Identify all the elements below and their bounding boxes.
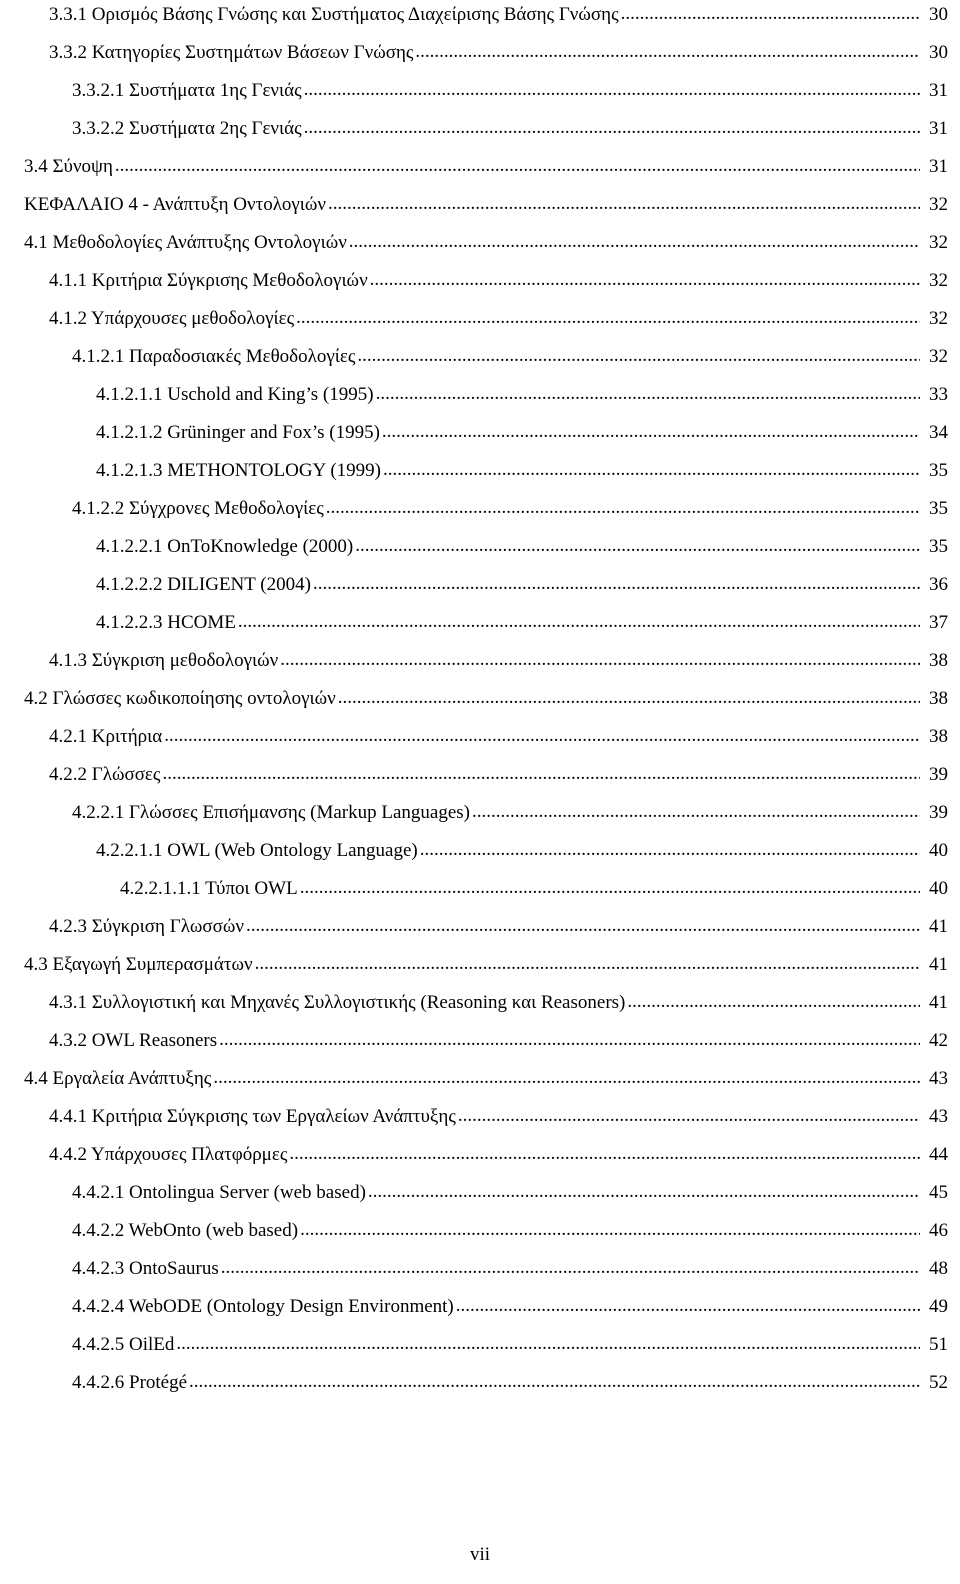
toc-entry-title: 3.4 Σύνοψη xyxy=(24,156,113,177)
toc-entry[interactable] xyxy=(24,912,948,950)
toc-leader-dots xyxy=(326,493,920,523)
toc-entry-page: 43 xyxy=(929,1068,948,1089)
toc-leader-dots xyxy=(300,1215,920,1245)
toc-entry-title: 3.3.1 Ορισμός Βάσης Γνώσης και Συστήματος Διαχείρισης Βάσης Γνώσης xyxy=(49,4,619,25)
toc-entry-title: 4.1.1 Κριτήρια Σύγκρισης Μεθοδολογιών xyxy=(49,270,368,291)
toc-entry[interactable] xyxy=(24,1216,948,1254)
toc-leader-dots xyxy=(189,1367,920,1397)
toc-entry-page: 33 xyxy=(929,384,948,405)
toc-leader-dots xyxy=(456,1291,920,1321)
toc-entry[interactable] xyxy=(24,418,948,456)
toc-entry[interactable] xyxy=(24,874,948,912)
toc-entry-title: 4.1.2.1.2 Grüninger and Fox’s (1995) xyxy=(96,422,380,443)
toc-entry-page: 39 xyxy=(929,764,948,785)
toc-entry-page: 42 xyxy=(929,1030,948,1051)
toc-entry-page: 38 xyxy=(929,650,948,671)
toc-entry-title: 4.4.2 Υπάρχουσες Πλατφόρμες xyxy=(49,1144,288,1165)
toc-entry-page: 45 xyxy=(929,1182,948,1203)
toc-entry-page: 35 xyxy=(929,536,948,557)
toc-entry-page: 38 xyxy=(929,726,948,747)
toc-entry[interactable] xyxy=(24,1254,948,1292)
toc-entry-title: 3.3.2 Κατηγορίες Συστημάτων Βάσεων Γνώσης xyxy=(49,42,414,63)
toc-entry[interactable] xyxy=(24,608,948,646)
toc-entry-page: 32 xyxy=(929,232,948,253)
toc-entry[interactable] xyxy=(24,532,948,570)
toc-leader-dots xyxy=(328,189,920,219)
toc-entry-page: 38 xyxy=(929,688,948,709)
toc-leader-dots xyxy=(115,151,920,181)
toc-leader-dots xyxy=(213,1063,920,1093)
toc-entry[interactable] xyxy=(24,1292,948,1330)
toc-entry[interactable] xyxy=(24,114,948,152)
toc-entry[interactable] xyxy=(24,266,948,304)
toc-entry-page: 32 xyxy=(929,308,948,329)
toc-entry-page: 44 xyxy=(929,1144,948,1165)
toc-entry-page: 41 xyxy=(929,916,948,937)
toc-entry-title: 4.4.2.6 Protégé xyxy=(72,1372,188,1393)
toc-entry-title: 4.3.1 Συλλογιστική και Μηχανές Συλλογιστικής (Reasoning και Reasoners) xyxy=(49,992,626,1013)
toc-entry[interactable] xyxy=(24,76,948,114)
toc-entry[interactable] xyxy=(24,1026,948,1064)
toc-entry-title: 4.4.2.5 OilEd xyxy=(72,1334,175,1355)
toc-entry-title: ΚΕΦΑΛΑΙΟ 4 - Ανάπτυξη Οντολογιών xyxy=(24,194,327,215)
toc-entry-page: 48 xyxy=(929,1258,948,1279)
toc-leader-dots xyxy=(304,113,920,143)
toc-entry[interactable] xyxy=(24,1140,948,1178)
toc-entry-title: 4.1.2.1 Παραδοσιακές Μεθοδολογίες xyxy=(72,346,356,367)
toc-entry-title: 4.3 Εξαγωγή Συμπερασμάτων xyxy=(24,954,253,975)
toc-entry-title: 4.2.2.1 Γλώσσες Επισήμανσης (Markup Languages) xyxy=(72,802,470,823)
toc-entry-title: 4.2.2 Γλώσσες xyxy=(49,764,161,785)
toc-entry-page: 46 xyxy=(929,1220,948,1241)
toc-entry-page: 51 xyxy=(929,1334,948,1355)
toc-entry-title: 4.2.3 Σύγκριση Γλωσσών xyxy=(49,916,244,937)
toc-leader-dots xyxy=(238,607,920,637)
toc-entry-page: 31 xyxy=(929,80,948,101)
toc-entry[interactable] xyxy=(24,456,948,494)
toc-entry[interactable] xyxy=(24,760,948,798)
toc-entry[interactable] xyxy=(24,836,948,874)
toc-entry-title: 4.1.2.2 Σύγχρονες Μεθοδολογίες xyxy=(72,498,324,519)
toc-leader-dots xyxy=(300,873,920,903)
toc-leader-dots xyxy=(458,1101,920,1131)
toc-entry-page: 30 xyxy=(929,42,948,63)
toc-entry[interactable] xyxy=(24,1178,948,1216)
toc-entry-page: 49 xyxy=(929,1296,948,1317)
toc-entry-title: 4.4.2.4 WebODE (Ontology Design Environment) xyxy=(72,1296,454,1317)
toc-entry-page: 35 xyxy=(929,498,948,519)
toc-entry-title: 4.2 Γλώσσες κωδικοποίησης οντολογιών xyxy=(24,688,336,709)
toc-leader-dots xyxy=(382,417,920,447)
toc-leader-dots xyxy=(472,797,920,827)
toc-entry[interactable] xyxy=(24,38,948,76)
toc-entry[interactable] xyxy=(24,0,948,38)
toc-entry[interactable] xyxy=(24,1064,948,1102)
toc-leader-dots xyxy=(255,949,920,979)
toc-entry-title: 4.4.2.2 WebOnto (web based) xyxy=(72,1220,299,1241)
toc-leader-dots xyxy=(376,379,920,409)
toc-leader-dots xyxy=(621,0,920,29)
table-of-contents xyxy=(24,0,948,1406)
toc-entry-page: 34 xyxy=(929,422,948,443)
toc-entry-title: 4.4 Εργαλεία Ανάπτυξης xyxy=(24,1068,212,1089)
toc-entry[interactable] xyxy=(24,950,948,988)
toc-entry-title: 4.1.2 Υπάρχουσες μεθοδολογίες xyxy=(49,308,295,329)
toc-entry-page: 43 xyxy=(929,1106,948,1127)
toc-entry[interactable] xyxy=(24,380,948,418)
toc-entry[interactable] xyxy=(24,684,948,722)
toc-entry-title: 4.4.2.1 Ontolingua Server (web based) xyxy=(72,1182,366,1203)
toc-entry[interactable] xyxy=(24,1102,948,1140)
toc-entry-title: 4.3.2 OWL Reasoners xyxy=(49,1030,218,1051)
toc-entry-title: 4.1.2.1.3 METHONTOLOGY (1999) xyxy=(96,460,381,481)
page-number: vii xyxy=(469,1544,491,1565)
toc-entry-title: 4.1.2.2.1 OnToKnowledge (2000) xyxy=(96,536,354,557)
toc-leader-dots xyxy=(219,1025,920,1055)
toc-entry-title: 3.3.2.2 Συστήματα 2ης Γενιάς xyxy=(72,118,302,139)
toc-entry-title: 3.3.2.1 Συστήματα 1ης Γενιάς xyxy=(72,80,302,101)
toc-entry-page: 30 xyxy=(929,4,948,25)
toc-leader-dots xyxy=(246,911,920,941)
toc-entry-page: 31 xyxy=(929,156,948,177)
toc-entry-page: 39 xyxy=(929,802,948,823)
toc-entry-title: 4.1.2.1.1 Uschold and King’s (1995) xyxy=(96,384,374,405)
toc-entry-title: 4.4.2.3 OntoSaurus xyxy=(72,1258,219,1279)
toc-entry-title: 4.2.1 Κριτήρια xyxy=(49,726,163,747)
toc-entry[interactable] xyxy=(24,722,948,760)
toc-leader-dots xyxy=(370,265,920,295)
toc-entry-page: 40 xyxy=(929,878,948,899)
toc-leader-dots xyxy=(289,1139,920,1169)
toc-entry-page: 32 xyxy=(929,194,948,215)
toc-entry-page: 41 xyxy=(929,992,948,1013)
toc-entry-title: 4.2.2.1.1.1 Τύποι OWL xyxy=(120,878,298,899)
toc-entry-title: 4.1.2.2.2 DILIGENT (2004) xyxy=(96,574,311,595)
toc-entry[interactable] xyxy=(24,570,948,608)
toc-entry[interactable] xyxy=(24,798,948,836)
toc-entry[interactable] xyxy=(24,988,948,1026)
toc-leader-dots xyxy=(368,1177,920,1207)
toc-entry-page: 52 xyxy=(929,1372,948,1393)
toc-leader-dots xyxy=(221,1253,920,1283)
toc-entry-page: 37 xyxy=(929,612,948,633)
toc-leader-dots xyxy=(164,721,920,751)
toc-entry[interactable] xyxy=(24,342,948,380)
toc-entry-page: 41 xyxy=(929,954,948,975)
toc-leader-dots xyxy=(304,75,920,105)
toc-entry-page: 31 xyxy=(929,118,948,139)
toc-leader-dots xyxy=(296,303,920,333)
toc-entry[interactable] xyxy=(24,1368,948,1406)
toc-entry-page: 35 xyxy=(929,460,948,481)
toc-entry-page: 40 xyxy=(929,840,948,861)
toc-leader-dots xyxy=(357,341,920,371)
toc-entry[interactable] xyxy=(24,152,948,190)
toc-entry[interactable] xyxy=(24,228,948,266)
toc-entry-title: 4.1.2.2.3 HCOME xyxy=(96,612,236,633)
toc-entry-page: 32 xyxy=(929,346,948,367)
toc-entry-page: 32 xyxy=(929,270,948,291)
toc-entry[interactable] xyxy=(24,494,948,532)
toc-leader-dots xyxy=(280,645,920,675)
toc-leader-dots xyxy=(355,531,920,561)
toc-leader-dots xyxy=(627,987,920,1017)
toc-entry-title: 4.1 Μεθοδολογίες Ανάπτυξης Οντολογιών xyxy=(24,232,347,253)
toc-leader-dots xyxy=(415,37,920,67)
toc-entry[interactable] xyxy=(24,304,948,342)
toc-entry-page: 36 xyxy=(929,574,948,595)
toc-leader-dots xyxy=(349,227,920,257)
toc-leader-dots xyxy=(176,1329,920,1359)
toc-leader-dots xyxy=(420,835,920,865)
toc-entry[interactable] xyxy=(24,1330,948,1368)
toc-entry-title: 4.1.3 Σύγκριση μεθοδολογιών xyxy=(49,650,279,671)
toc-entry[interactable] xyxy=(24,646,948,684)
toc-leader-dots xyxy=(313,569,920,599)
toc-entry-title: 4.4.1 Κριτήρια Σύγκρισης των Εργαλείων Ανάπτυξης xyxy=(49,1106,456,1127)
toc-entry-title: 4.2.2.1.1 OWL (Web Ontology Language) xyxy=(96,840,418,861)
toc-leader-dots xyxy=(162,759,920,789)
toc-leader-dots xyxy=(383,455,920,485)
toc-leader-dots xyxy=(338,683,920,713)
toc-entry[interactable] xyxy=(24,190,948,228)
